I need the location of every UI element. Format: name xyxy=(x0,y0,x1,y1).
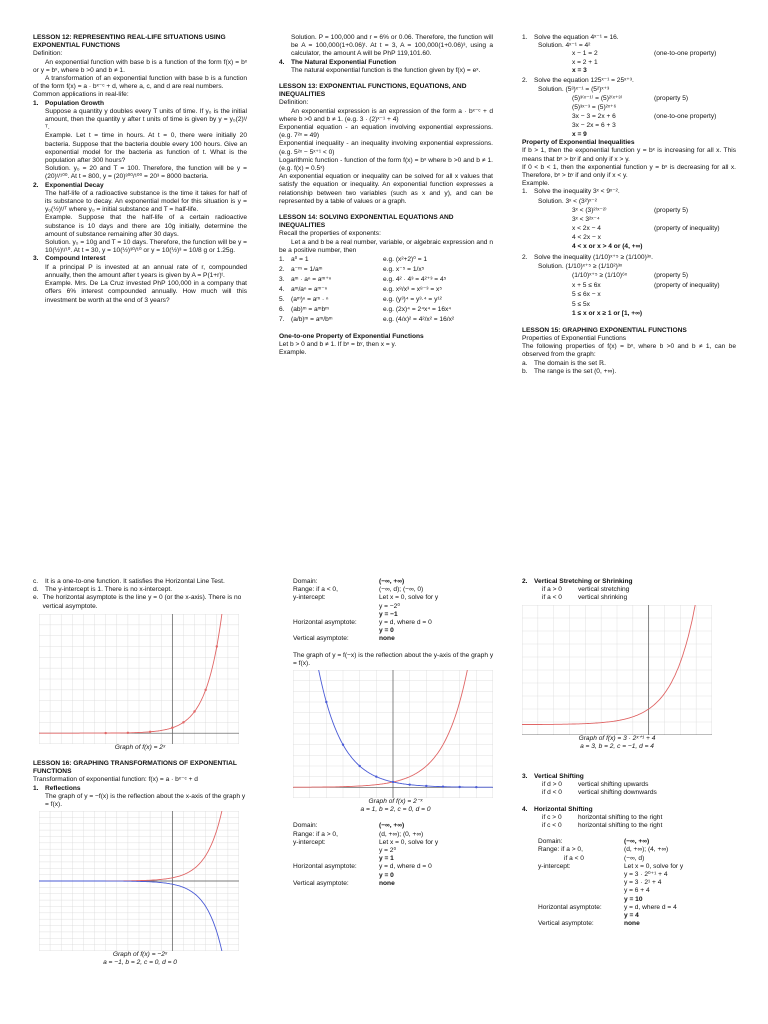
s2-num: 2. xyxy=(522,77,528,85)
l13-line-2: Exponential equation - an equation involving exponential expressions. (e.g. 7²ˣ = 49) xyxy=(279,124,493,140)
column-4 xyxy=(33,578,247,968)
graph-neg-2-to-x xyxy=(39,811,239,951)
curve-2-to-neg-x-point xyxy=(425,785,427,787)
curve-2-to-x-point xyxy=(193,710,195,712)
curve-2-to-neg-x-point xyxy=(475,786,477,788)
column-2 xyxy=(279,34,493,358)
application-1 xyxy=(33,100,247,182)
s2-question: Solve the equation 125ˣ⁻¹ = 25ˣ⁺³. xyxy=(534,77,634,85)
l13-line-3: Exponential inequality - an inequality involving exponential expressions. (e.g. 5²ˣ − 5ˣ⁺¹ < 0) xyxy=(279,140,493,156)
vsh-line-2: if d < 0 vertical shifting downwards xyxy=(542,789,657,797)
lesson12-title: LESSON 12: REPRESENTING REAL-LIFE SITUATIONS USING EXPONENTIAL FUNCTIONS xyxy=(33,34,226,50)
l15-item-e: e. The horizontal asymptote is the line y = 0 (or the x-axis). There is no vertical asymptote. xyxy=(33,594,242,610)
l13-line-5: An exponential equation or inequality can be solved for all x values that satisfy the equation or inequality. An exponential function expresses a relationship between two variables (such as x and y), and can be represented by a table of values or a graph. xyxy=(279,173,493,205)
property-5: 5. (aᵐ)ⁿ = aᵐ · ⁿ e.g. (y³)⁴ = y³·⁴ = y¹² xyxy=(279,296,442,304)
block3: Domain: (−∞, +∞) Range: if a > 0, (d, +∞); (4, +∞) if a < 0 (−∞, d) y-intercept: Let x = 0, solve for y y = 3 · 2⁰⁺¹ + 4 y = 3 · 2¹ + 4 y = 6 + 4 y = 10 Horizontal asymptote: y = d, where d = 4 y = 4 Vertical asymptote: none xyxy=(538,838,684,928)
app-1-line-3: Solution. y₀ = 20 and T = 100. Therefore, the function will be y = (20)ᵗ/¹⁰⁰. At t = 800, y = (20)³⁰⁰/¹⁰⁰ = 20³ = 8000 bacteria. xyxy=(45,165,247,181)
reflections-title: Reflections xyxy=(45,784,81,792)
vsh-num: 3. xyxy=(522,773,528,781)
hs-line-2: if c < 0 horizontal shifting to the right xyxy=(542,822,663,830)
curve-2-to-x-point xyxy=(104,732,106,734)
lesson13-definition: Definition: xyxy=(279,99,309,107)
curve-2-to-x-point xyxy=(204,688,206,690)
definition-1: An exponential function with base b is a function of the form f(x) = bˣ or y = bˣ, where b >0 and b ≠ 1. xyxy=(33,58,247,74)
app-1-num: 1. xyxy=(33,99,39,107)
reflection-y-text: The graph of y = f(−x) is the reflection about the y-axis of the graph y = f(x). xyxy=(293,651,494,667)
app-3-line-2: Example. Mrs. De La Cruz invested PhP 100,000 in a company that offers 6% interest compounded annually. How much will this investment be worth at the end of 3 years? xyxy=(45,280,247,304)
i2-num: 2. xyxy=(522,253,528,261)
column-5 xyxy=(293,578,498,888)
curve-2-to-neg-x-point xyxy=(358,765,360,767)
property-6: 6. (ab)ᵐ = aᵐbᵐ e.g. (2x)⁴ = 2⁴x⁴ = 16x⁴ xyxy=(279,306,452,314)
app-3-line-1: If a principal P is invested at an annual rate of r, compounded annually, then the amount after t years is given by A = P(1+r)ᵗ. xyxy=(45,263,247,279)
block2: Domain: (−∞, +∞) Range: if a > 0, (d, +∞); (0, +∞) y-intercept: Let x = 0, solve for y y = 2⁰ y = 1 Horizontal asymptote: y = d, where d = 0 y = 0 Vertical asymptote: none xyxy=(293,822,439,887)
app-2-title: Exponential Decay xyxy=(45,181,104,189)
one-to-one-text: Let b > 0 and b ≠ 1. If bˣ = bʸ, then x = y. xyxy=(279,341,397,349)
lesson16-title: LESSON 16: GRAPHING TRANSFORMATIONS OF EXPONENTIAL FUNCTIONS xyxy=(33,760,237,776)
graph2-caption: Graph of f(x) = −2ˣ xyxy=(112,951,168,959)
curve-2-to-x-point xyxy=(216,645,218,647)
vs-title: Vertical Stretching or Shrinking xyxy=(534,578,633,585)
properties-list xyxy=(279,255,493,325)
app-3-title: Compound Interest xyxy=(45,255,106,263)
vs-num: 2. xyxy=(522,578,528,585)
curve-2-to-x-point xyxy=(127,731,129,733)
hs-title: Horizontal Shifting xyxy=(534,805,593,813)
property-7: 7. (a/b)ᵐ = aᵐ/bᵐ e.g. (4/x)² = 4²/x² = 16/x² xyxy=(279,316,455,324)
graph3-caption: Graph of f(x) = 2⁻ˣ xyxy=(368,798,423,806)
l15-subtitle: Properties of Exponential Functions xyxy=(522,335,627,343)
column-3 xyxy=(522,34,736,376)
graph-2-to-x xyxy=(39,614,239,744)
i1-num: 1. xyxy=(522,188,528,196)
hs-num: 4. xyxy=(522,805,528,813)
ineq-example: Example. xyxy=(522,180,550,188)
s1-question: Solve the equation 4ˣ⁻¹ = 16. xyxy=(534,34,619,41)
app-1-line-2: Example. Let t = time in hours. At t = 0, there were initially 20 bacteria. Suppose that the bacteria double every 100 hours. Give an exponential model for the bacteria as function of t. What is the population after 300 hours? xyxy=(45,132,247,165)
i1-question: Solve the inequality 3ˣ < 9ˣ⁻². xyxy=(534,188,620,196)
l13-line-1: An exponential expression is an expression of the form a · bˣ⁻ᶜ + d where b >0 and b ≠ 1. (e.g. 3 · (2)ˣ⁻¹ + 4) xyxy=(279,107,493,123)
l15-item-a: a. The domain is the set ℝ. xyxy=(522,359,606,367)
lesson13-title: LESSON 13: EXPONENTIAL FUNCTIONS, EQUATIONS, AND INEQUALITIES xyxy=(279,83,467,99)
vsh-line-1: if d > 0 vertical shifting upwards xyxy=(542,781,649,789)
definition-label: Definition: xyxy=(33,50,63,58)
app-1-title: Population Growth xyxy=(45,99,104,107)
graph3-params: a = 1, b = 2, c = 0, d = 0 xyxy=(360,806,431,814)
i2-solution: Solution. (1/10)ˣ⁺⁵ ≥ (1/10²)³ˣ (1/10)ˣ⁺⁵ ≥ (1/10)⁶ˣ (property 5) x + 5 ≤ 6x (property of inequality) 5 ≤ 6x − x 5 ≤ 5x 1 ≤ x or x ≥ 1 or [1, +∞) xyxy=(538,262,720,318)
graph4-caption: Graph of f(x) = 3 · 2ˣ⁺¹ + 4 xyxy=(578,734,656,742)
graph1-caption: Graph of f(x) = 2ˣ xyxy=(114,743,166,751)
column-1 xyxy=(33,34,247,305)
l15-item-d: d. The y-intercept is 1. There is no x-intercept. xyxy=(33,586,173,594)
app-2-line-1: The half-life of a radioactive substance is the time it takes for half of its substance to decay. An exponential model for this situation is y = y₀(½)ᵗ/ᵀ where y₀ = initial substance and T = half-life. xyxy=(45,189,247,214)
reflections-text: The graph of y = −f(x) is the reflection about the x-axis of the graph y = f(x). xyxy=(45,792,246,809)
curve-2-to-neg-x-point xyxy=(325,701,327,703)
property-4: 4. aᵐ/aⁿ = aᵐ⁻ⁿ e.g. x⁸/x³ = x⁸⁻³ = x⁵ xyxy=(279,286,443,294)
curve-2-to-neg-x-point xyxy=(408,783,410,785)
ineq-text-1: If b > 1, then the exponential function y = bˣ is increasing for all x. This means that bˣ > bʸ if and only if x > y. xyxy=(522,147,736,163)
example-label: Example. xyxy=(279,349,307,357)
graph4-params: a = 3, b = 2, c = −1, d = 4 xyxy=(580,742,654,750)
l13-line-4: Logarithmic function - function of the form f(x) = bˣ where b >0 and b ≠ 1. (e.g. f(x) = 0.5ˣ) xyxy=(279,156,493,173)
l14-recall: Recall the properties of exponents: xyxy=(279,230,381,238)
property-3: 3. aᵐ · aⁿ = aᵐ⁺ⁿ e.g. 4² · 4³ = 4²⁺³ = 4⁵ xyxy=(279,276,447,284)
l15-text: The following properties of f(x) = bˣ, where b >0 and b ≠ 1, can be observed from the graph: xyxy=(522,343,736,359)
curve-2-to-neg-x-point xyxy=(458,786,460,788)
curve-2-to-neg-x-point xyxy=(375,775,377,777)
natural-text: The natural exponential function is the function given by f(x) = eˣ. xyxy=(291,66,481,74)
curve-2-to-x-point xyxy=(182,721,184,723)
app-2-num: 2. xyxy=(33,181,39,189)
curve-2-to-x-point xyxy=(171,726,173,728)
i2-question: Solve the inequality (1/10)ˣ⁺⁵ ≥ (1/100)³ˣ. xyxy=(534,253,653,261)
graph-3-2-to-x-plus-1-plus-4 xyxy=(522,605,712,735)
lesson14-title: LESSON 14: SOLVING EXPONENTIAL EQUATIONS AND INEQUALITIES xyxy=(279,214,454,230)
definition-2: A transformation of an exponential function with base b is a function of the form f(x) = a · bˣ⁻ᶜ + d, where a, c, and d are real numbers. xyxy=(33,75,247,91)
app-2-line-3: Solution. y₀ = 10g and T = 10 days. Therefore, the function will be y = 10(½)ᵗ/¹⁰. At t = 30, y = 10(½)³⁰/¹⁰ or y = 10(½)³ = 10/8 g or 1.25g. xyxy=(45,239,247,255)
hs-line-1: if c > 0 horizontal shifting to the right xyxy=(542,813,663,821)
vsh-title: Vertical Shifting xyxy=(534,773,584,781)
curve-2-to-x-point xyxy=(149,730,151,732)
property-2: 2. a⁻ᵐ = 1/aᵐ e.g. x⁻⁵ = 1/x⁵ xyxy=(279,266,425,274)
s1-solution: Solution. 4ˣ⁻¹ = 4² x − 1 = 2 (one-to-one property) x = 2 + 1 x = 3 xyxy=(538,42,717,74)
solution-continued: Solution. P = 100,000 and r = 6% or 0.06. Therefore, the function will be A = 100,000(1+0.06)ᵗ. At t = 3, A = 100,000(1+0.06)³, using a calculator, the amount A will be PhP 119,101.60. xyxy=(291,34,493,58)
property-1: 1. a⁰ = 1 e.g. (x²+2)⁰ = 1 xyxy=(279,256,428,264)
app-3-num: 3. xyxy=(33,255,39,263)
natural-title: The Natural Exponential Function xyxy=(291,58,397,66)
s2-solution: Solution. (5³)ˣ⁻¹ = (5²)ˣ⁺³ (5)³⁽ˣ⁻¹⁾ = (5)²⁽ˣ⁺³⁾ (property 5) (5)³ˣ⁻³ = (5)²ˣ⁺⁶ 3x − 3 = 2x + 6 (one-to-one property) 3x − 2x = 6 + 3 x = 9 xyxy=(538,86,717,139)
curve-2-to-neg-x-point xyxy=(442,785,444,787)
l15-item-c: c. It is a one-to-one function. It satisfies the Horizontal Line Test. xyxy=(33,578,225,585)
graph2-params: a = −1, b = 2, c = 0, d = 0 xyxy=(103,959,177,967)
common-applications: Common applications in real-life: xyxy=(33,91,129,99)
curve-2-to-neg-x-point xyxy=(342,743,344,745)
application-2 xyxy=(33,182,247,256)
graph-2-to-neg-x xyxy=(293,670,493,798)
reflections-num: 1. xyxy=(33,784,39,792)
lesson15-title: LESSON 15: GRAPHING EXPONENTIAL FUNCTIONS xyxy=(522,326,687,334)
vs-line-1: if a > 0 vertical stretching xyxy=(542,586,630,594)
l14-let: Let a and b be a real number, variable, or algebraic expression and n be a positive number, then xyxy=(279,238,493,254)
app-2-line-2: Example. Suppose that the half-life of a certain radioactive substance is 10 days and there are 10g initially, determine the amount of substance remaining after 30 days. xyxy=(45,214,247,238)
natural-num: 4. xyxy=(279,58,285,66)
ineq-title: Property of Exponential Inequalities xyxy=(522,139,635,147)
vs-line-2: if a < 0 vertical shrinking xyxy=(542,594,628,602)
l16-text: Transformation of exponential function: f(x) = a · bˣ⁻ᶜ + d xyxy=(33,776,198,784)
one-to-one-title: One-to-one Property of Exponential Functions xyxy=(279,333,424,341)
application-3 xyxy=(33,255,247,304)
l15-item-b: b. The range is the set (0, +∞). xyxy=(522,367,617,375)
s1-num: 1. xyxy=(522,34,528,41)
column-6 xyxy=(522,578,736,928)
app-1-line-1: Suppose a quantity y doubles every T units of time. If y₀ is the initial amount, then the quantity y after t units of time is given by y = y₀(2)ᵗ/ᵀ. xyxy=(45,107,247,132)
block1: Domain: (−∞, +∞) Range: if a < 0, (−∞, d); (−∞, 0) y-intercept: Let x = 0, solve for y y = −2⁰ y = −1 Horizontal asymptote: y = d, where d = 0 y = 0 Vertical asymptote: none xyxy=(293,578,439,643)
ineq-text-2: If 0 < b < 1, then the exponential function y = bˣ is decreasing for all x. Therefore, bˣ > bʸ if and only if x < y. xyxy=(522,163,736,180)
curve-2-to-neg-x-point xyxy=(392,781,394,783)
i1-solution: Solution. 3ˣ < (3²)ˣ⁻² 3ˣ < (3)²⁽ˣ⁻²⁾ (property 5) 3ˣ < 3²ˣ⁻⁴ x < 2x − 4 (property of inequality) 4 < 2x − x 4 < x or x > 4 or (4, +∞) xyxy=(538,197,720,250)
